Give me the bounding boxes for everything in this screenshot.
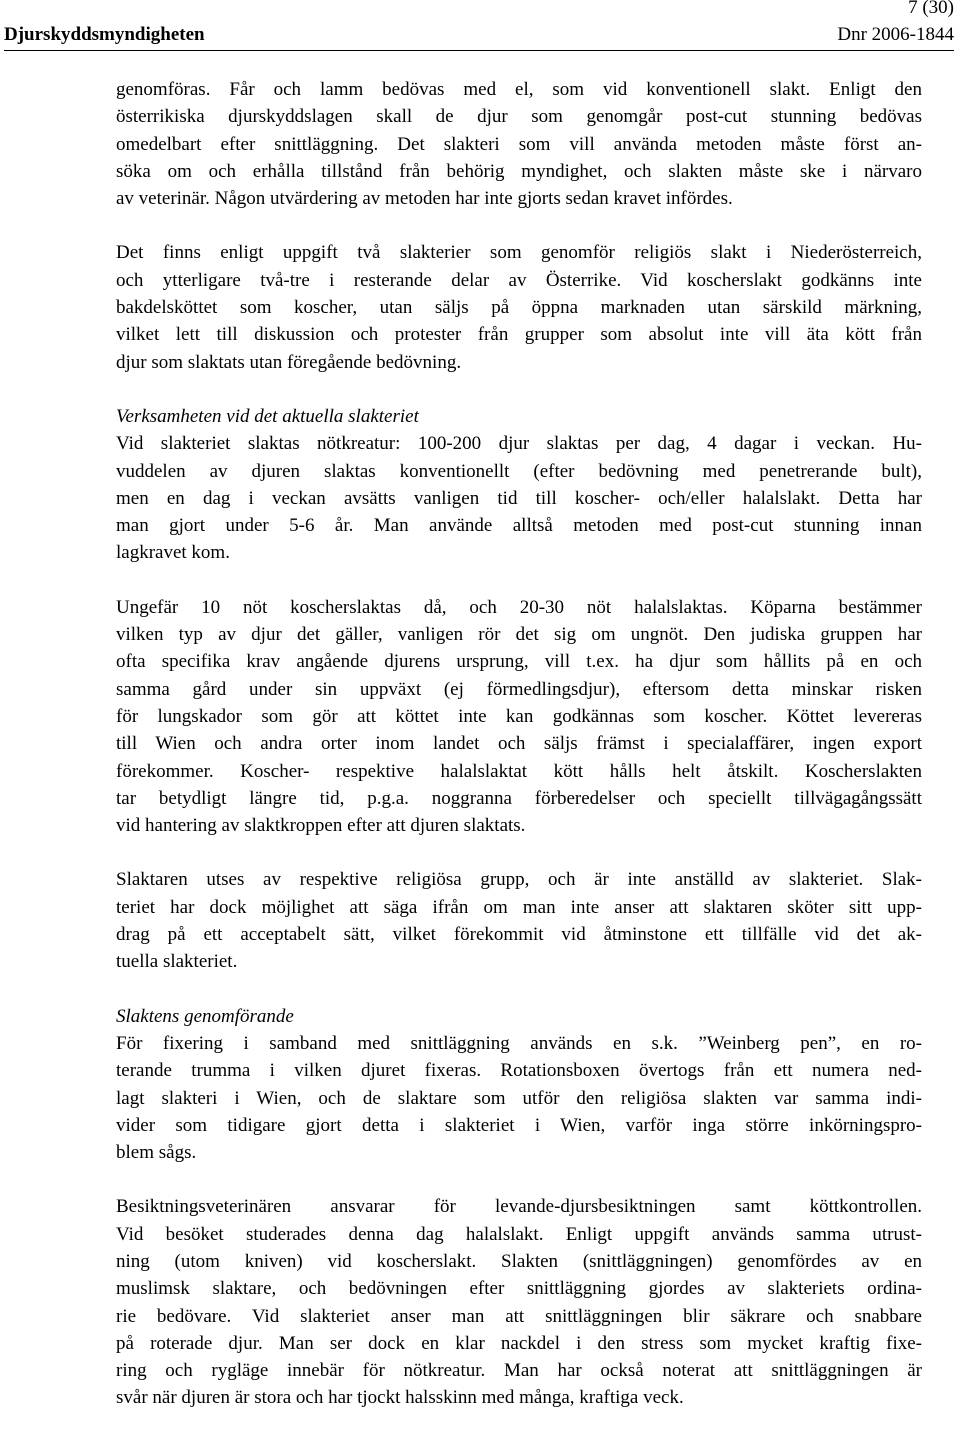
document-body bbox=[116, 76, 922, 1412]
text-line: djur som slaktats utan föregående bedövning. bbox=[116, 351, 462, 373]
document-header bbox=[4, 20, 954, 51]
text-line: man gjort under 5-6 år. Man använde alltså metoden med post-cut stunning innan bbox=[116, 515, 922, 537]
text-line: blem sågs. bbox=[116, 1142, 197, 1164]
text-line: ring och rygläge innebär för nötkreatur. Man har också noterat att snittläggningen är bbox=[116, 1360, 922, 1382]
text-line: tar betydligt längre tid, p.g.a. noggranna förberedelser och speciellt tillvägagångssätt bbox=[116, 787, 922, 809]
text-line: ofta specifika krav angående djurens ursprung, vill t.ex. ha djur som hållits på en och bbox=[116, 651, 922, 673]
text-line: rie bedövare. Vid slakteriet anser man att snittläggningen blir säkrare och snabbare bbox=[116, 1305, 922, 1327]
text-line: muslimsk slaktare, och bedövningen efter snittläggning gjordes av slakteriets ordina- bbox=[116, 1278, 922, 1300]
text-line: söka om och erhålla tillstånd från behörig myndighet, och slakten måste ske i närvaro bbox=[116, 160, 922, 182]
text-line: vilket lett till diskussion och protester från grupper som absolut inte vill äta kött från bbox=[116, 324, 922, 346]
text-line: Det finns enligt uppgift två slakterier som genomför religiös slakt i Niederösterreich, bbox=[116, 242, 922, 264]
text-line: genomföras. Får och lamm bedövas med el, som vid konventionell slakt. Enligt den bbox=[116, 79, 922, 100]
page-number: 7 (30) bbox=[908, 0, 954, 18]
text-line: och ytterligare två-tre i resterande delar av Österrike. Vid koscherslakt godkänns inte bbox=[116, 269, 922, 291]
text-line: drag på ett acceptabelt sätt, vilket förekommit vid åtminstone ett tillfälle vid det ak- bbox=[116, 924, 922, 946]
text-line: på roterade djur. Man ser dock en klar nackdel i den stress som mycket kraftig fixe- bbox=[116, 1332, 922, 1354]
text-line: terande trumma i vilken djuret fixeras. Rotationsboxen övertogs från ett numera ned- bbox=[116, 1060, 922, 1082]
section-heading: Slaktens genomförande bbox=[116, 1005, 294, 1027]
text-line: Slaktaren utses av respektive religiösa grupp, och är inte anställd av slakteriet. Slak- bbox=[116, 869, 922, 891]
section-heading: Verksamheten vid det aktuella slakteriet bbox=[116, 405, 419, 427]
text-line: vilken typ av djur det gäller, vanligen rör det sig om ungnöt. Den judiska gruppen har bbox=[116, 624, 922, 646]
text-line: av veterinär. Någon utvärdering av metoden har inte gjorts sedan kravet infördes. bbox=[116, 188, 733, 210]
text-line: Vid besöket studerades denna dag halalslakt. Enligt uppgift används samma utrust- bbox=[116, 1223, 922, 1245]
paragraph bbox=[116, 239, 922, 375]
text-line: vider som tidigare gjort detta i slakteriet i Wien, varför inga större inkörningspro- bbox=[116, 1114, 922, 1136]
text-line: samma gård under sin uppväxt (ej förmedlingsdjur), eftersom detta minskar risken bbox=[116, 678, 922, 700]
diary-number: Dnr 2006-1844 bbox=[837, 24, 954, 45]
organization-name: Djurskyddsmyndigheten bbox=[4, 24, 205, 45]
text-line: För fixering i samband med snittläggning används en s.k. ”Weinberg pen”, en ro- bbox=[116, 1032, 922, 1054]
text-line: omedelbart efter snittläggning. Det slakteri som vill använda metoden måste först an- bbox=[116, 133, 922, 155]
text-line: vid hantering av slaktkroppen efter att djuren slaktats. bbox=[116, 815, 526, 837]
text-line: lagt slakteri i Wien, och de slaktare som utför den religiösa slakten var samma indi- bbox=[116, 1087, 922, 1109]
text-line: förekommer. Koscher- respektive halalslaktat kött hålls helt åtskilt. Koscherslakten bbox=[116, 760, 922, 782]
text-line: vuddelen av djuren slaktas konventionellt (efter bedövning med penetrerande bult), bbox=[116, 460, 922, 482]
paragraph bbox=[116, 76, 922, 212]
text-line: ning (utom kniven) vid koscherslakt. Slakten (snittläggningen) genomfördes av en bbox=[116, 1250, 922, 1272]
paragraph bbox=[116, 430, 922, 566]
text-line: Besiktningsveterinären ansvarar för levande-djursbesiktningen samt köttkontrollen. bbox=[116, 1196, 922, 1218]
text-line: lagkravet kom. bbox=[116, 542, 230, 564]
paragraph bbox=[116, 866, 922, 975]
text-line: Ungefär 10 nöt koscherslaktas då, och 20-30 nöt halalslaktas. Köparna bestämmer bbox=[116, 596, 922, 618]
text-line: bakdelsköttet som koscher, utan säljs på öppna marknaden utan särskild märkning, bbox=[116, 297, 922, 319]
text-line: österrikiska djurskyddslagen skall de djur som genomgår post-cut stunning bedövas bbox=[116, 106, 922, 128]
paragraph bbox=[116, 1193, 922, 1411]
paragraph bbox=[116, 594, 922, 840]
text-line: till Wien och andra orter inom landet och säljs främst i specialaffärer, ingen export bbox=[116, 733, 922, 755]
text-line: för lungskador som gör att köttet inte kan godkännas som koscher. Köttet levereras bbox=[116, 705, 922, 727]
text-line: teriet har dock möjlighet att säga ifrån om man inte anser att slaktaren sköter sitt upp- bbox=[116, 896, 922, 918]
paragraph bbox=[116, 1030, 922, 1166]
text-line: Vid slakteriet slaktas nötkreatur: 100-200 djur slaktas per dag, 4 dagar i veckan. Hu- bbox=[116, 433, 922, 455]
text-line: men en dag i veckan avsätts vanligen tid till koscher- och/eller halalslakt. Detta har bbox=[116, 487, 922, 509]
text-line: svår när djuren är stora och har tjockt halsskinn med många, kraftiga veck. bbox=[116, 1387, 684, 1409]
text-line: tuella slakteriet. bbox=[116, 951, 238, 973]
